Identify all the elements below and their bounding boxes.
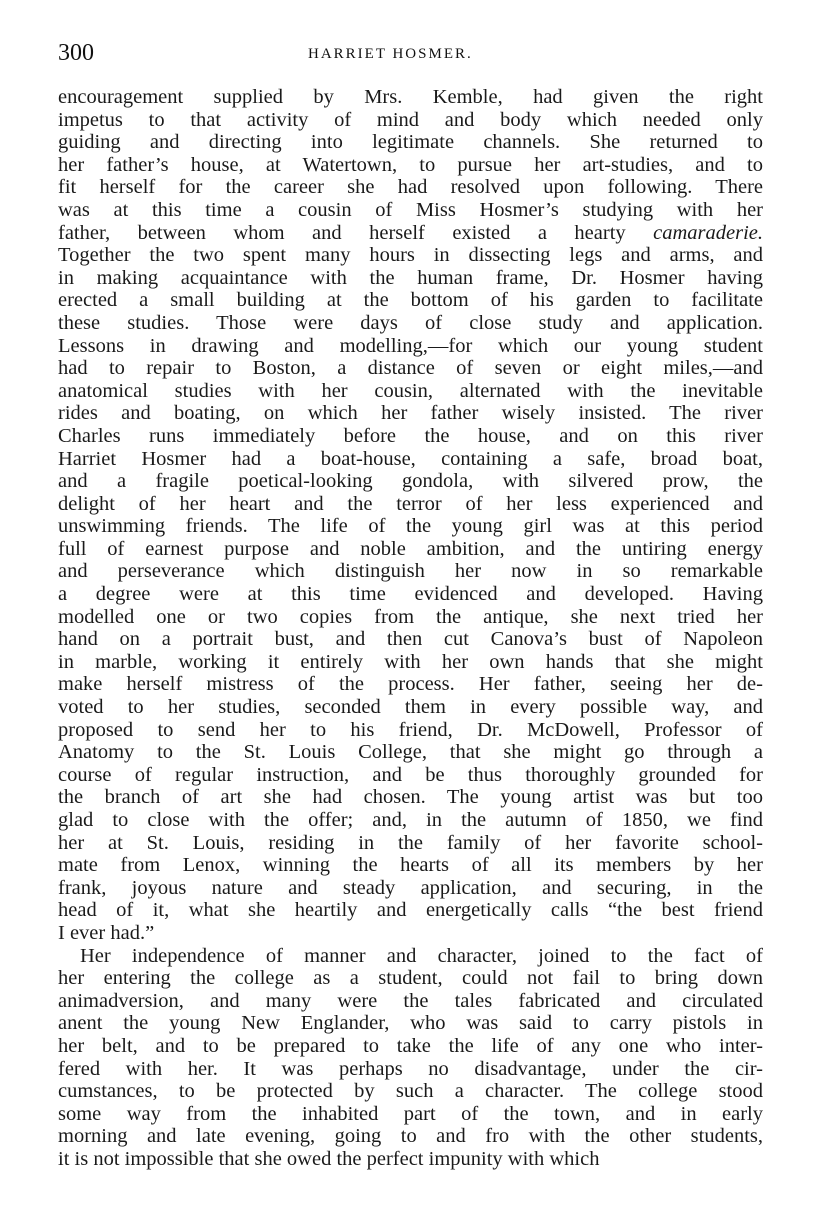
text-line: Charles runs immediately before the house, and on this river <box>58 424 763 447</box>
text-line: a degree were at this time evidenced and developed. Having <box>58 583 763 606</box>
text-line: head of it, what she heartily and energetically calls “the best friend <box>58 899 763 922</box>
text-line: I ever had.” <box>58 921 155 944</box>
page-number: 300 <box>58 40 94 66</box>
text-line: fered with her. It was perhaps no disadvantage, under the cir- <box>58 1057 763 1080</box>
text-line: her at St. Louis, residing in the family of her favorite school- <box>58 831 763 854</box>
text-line: morning and late evening, going to and fro with the other students, <box>58 1125 763 1148</box>
running-title: HARRIET HOSMER. <box>308 46 473 62</box>
text-line: erected a small building at the bottom of his garden to facilitate <box>58 289 763 312</box>
text-line: was at this time a cousin of Miss Hosmer’s studying with her <box>58 198 763 221</box>
text-line: some way from the inhabited part of the town, and in early <box>58 1102 763 1125</box>
text-line: Her independence of manner and character, joined to the fact of <box>80 944 763 967</box>
text-line: anatomical studies with her cousin, alternated with the inevitable <box>58 379 763 402</box>
text-line: delight of her heart and the terror of her less experienced and <box>58 492 763 515</box>
text-line: impetus to that activity of mind and body which needed only <box>58 108 763 131</box>
text-line: Anatomy to the St. Louis College, that she might go through a <box>58 741 763 764</box>
italic-word: camaraderie. <box>653 221 763 244</box>
text-line: the branch of art she had chosen. The young artist was but too <box>58 786 763 809</box>
text-line: her belt, and to be prepared to take the life of any one who inter- <box>58 1034 763 1057</box>
text-line: and a fragile poetical-looking gondola, with silvered prow, the <box>58 470 763 493</box>
text-line: it is not impossible that she owed the perfect impunity with which <box>58 1147 600 1170</box>
text-line: these studies. Those were days of close study and application. <box>58 311 763 334</box>
text-line: course of regular instruction, and be thus thoroughly grounded for <box>58 763 763 786</box>
text-line: anent the young New Englander, who was said to carry pistols in <box>58 1012 763 1035</box>
text-line: proposed to send her to his friend, Dr. McDowell, Professor of <box>58 718 763 741</box>
text-line: glad to close with the offer; and, in the autumn of 1850, we find <box>58 809 763 831</box>
text-line: rides and boating, on which her father wisely insisted. The river <box>58 402 763 425</box>
text-line: Lessons in drawing and modelling,—for which our young student <box>58 334 763 357</box>
text-line: Harriet Hosmer had a boat-house, containing a safe, broad boat, <box>58 447 763 470</box>
text-line: Together the two spent many hours in dissecting legs and arms, and <box>58 244 763 267</box>
text-line: fit herself for the career she had resolved upon following. There <box>58 176 763 199</box>
text-line: full of earnest purpose and noble ambition, and the untiring energy <box>58 537 763 560</box>
text-line: guiding and directing into legitimate channels. She returned to <box>58 131 763 154</box>
text-line: cumstances, to be protected by such a character. The college stood <box>58 1080 763 1103</box>
text-line: unswimming friends. The life of the young girl was at this period <box>58 515 763 538</box>
text-line: mate from Lenox, winning the hearts of all its members by her <box>58 854 763 877</box>
text-line: modelled one or two copies from the antique, she next tried her <box>58 605 763 628</box>
text-line: and perseverance which distinguish her now in so remarkable <box>58 560 763 583</box>
text-line: voted to her studies, seconded them in every possible way, and <box>58 696 763 719</box>
body-text <box>58 86 763 1171</box>
text-line: her father’s house, at Watertown, to pursue her art-studies, and to <box>58 153 763 176</box>
text-line: encouragement supplied by Mrs. Kemble, had given the right <box>58 86 763 108</box>
text-line: had to repair to Boston, a distance of seven or eight miles,—and <box>58 357 763 380</box>
text-line: father, between whom and herself existed a hearty camaraderie. <box>58 221 763 244</box>
paragraph-1 <box>58 86 763 945</box>
text-line: animadversion, and many were the tales fabricated and circulated <box>58 989 763 1012</box>
text-line: her entering the college as a student, could not fail to bring down <box>58 967 763 990</box>
text-line: in marble, working it entirely with her own hands that she might <box>58 650 763 673</box>
text-line: frank, joyous nature and steady application, and securing, in the <box>58 876 763 899</box>
text-line: in making acquaintance with the human frame, Dr. Hosmer having <box>58 266 763 289</box>
text-line: hand on a portrait bust, and then cut Canova’s bust of Napoleon <box>58 628 763 651</box>
text-line: make herself mistress of the process. Her father, seeing her de- <box>58 673 763 696</box>
page-header <box>58 38 758 68</box>
paragraph-2 <box>58 945 763 1171</box>
